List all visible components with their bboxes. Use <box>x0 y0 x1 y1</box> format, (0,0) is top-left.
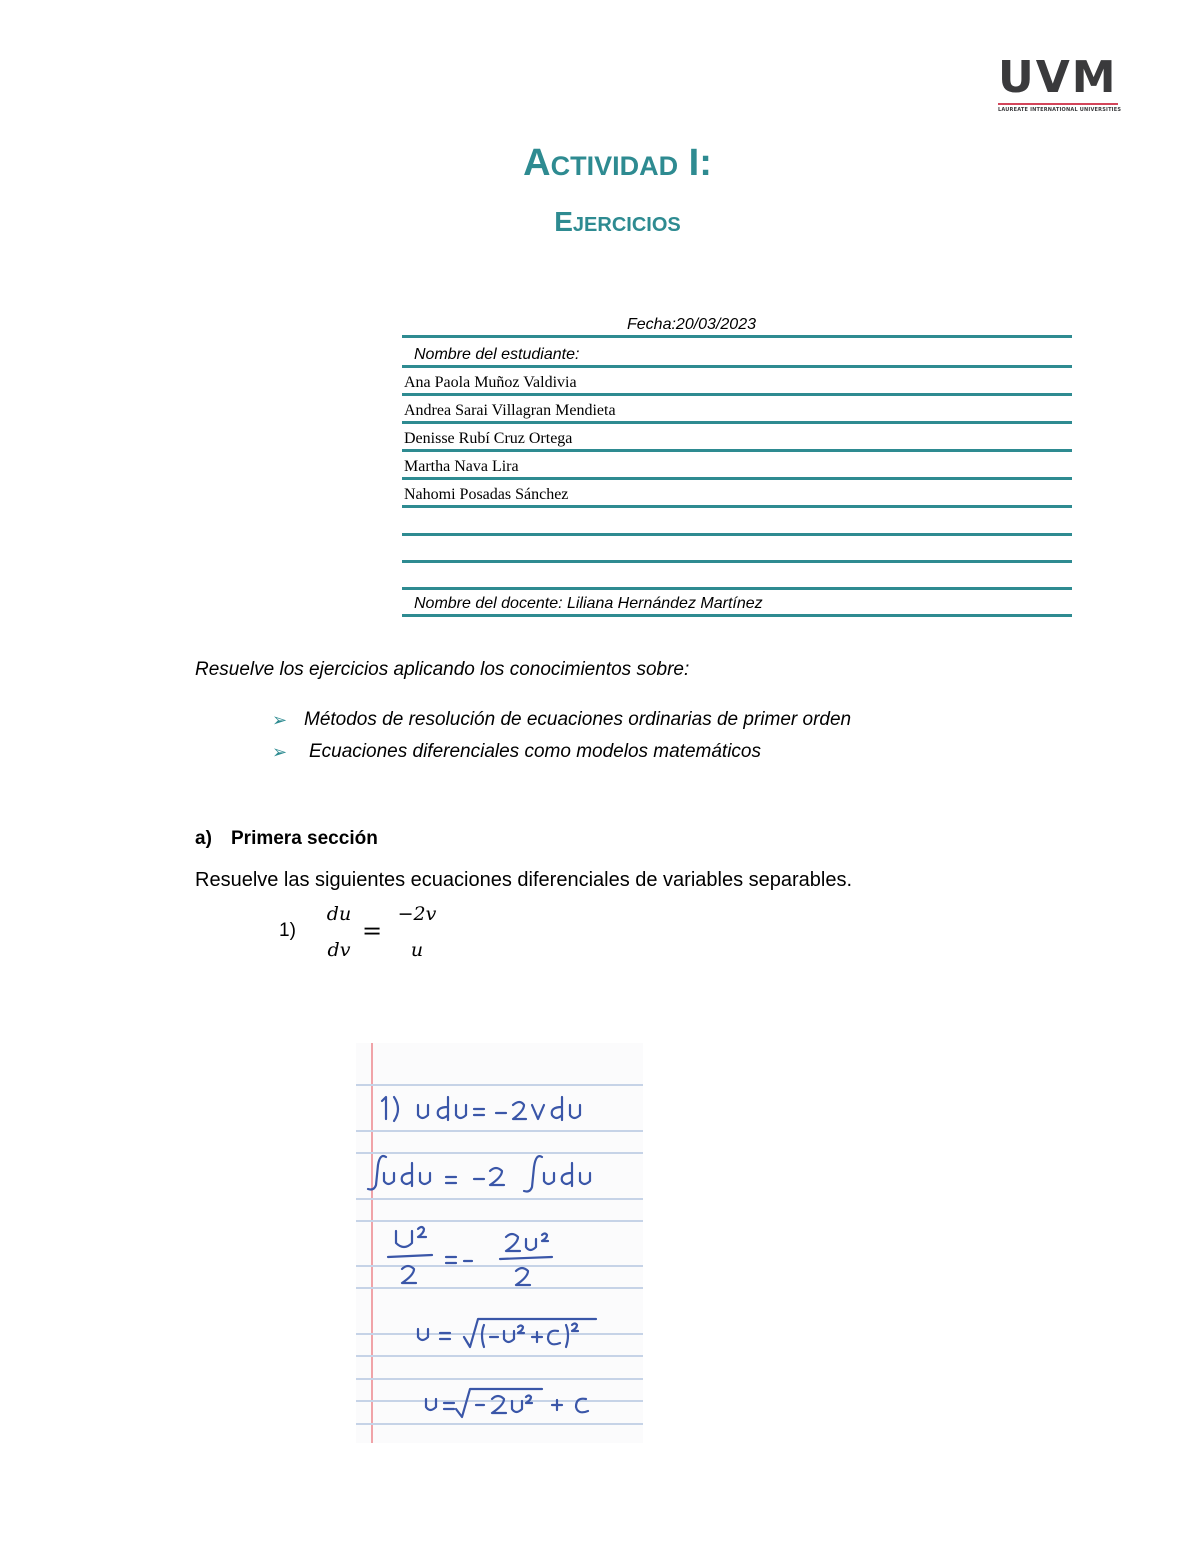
student-label-row <box>402 338 1072 368</box>
lhs-numerator: du <box>326 903 352 925</box>
arrow-bullet-icon: ➢ <box>272 709 288 730</box>
topic-list <box>272 704 851 768</box>
list-item <box>272 736 851 768</box>
student-name: Denisse Rubí Cruz Ortega <box>404 430 573 447</box>
teacher-label: Nombre del docente: Liliana Hernández Martínez <box>414 595 763 612</box>
student-row <box>402 536 1072 563</box>
student-name: Nahomi Posadas Sánchez <box>404 486 569 503</box>
handwriting-drawing <box>356 1043 643 1443</box>
student-row <box>402 563 1072 590</box>
section-title: Primera sección <box>231 828 378 849</box>
rhs-denominator: u <box>410 939 424 961</box>
logo-subtitle: LAUREATE INTERNATIONAL UNIVERSITIES <box>998 107 1122 113</box>
teacher-row <box>402 590 1072 617</box>
logo-rule <box>998 103 1118 105</box>
logo-wordmark: UVM <box>998 52 1118 103</box>
student-name: Andrea Sarai Villagran Mendieta <box>404 402 616 419</box>
uvm-logo <box>998 52 1123 113</box>
student-info-form <box>402 312 1072 617</box>
lhs-fraction <box>323 900 355 964</box>
student-row <box>402 508 1072 536</box>
date-row <box>402 312 1072 338</box>
lhs-denominator: dv <box>327 939 351 961</box>
equation-1 <box>279 900 459 968</box>
list-item <box>272 704 851 736</box>
list-item-text: Métodos de resolución de ecuaciones ordinarias de primer orden <box>304 709 852 730</box>
student-row <box>402 396 1072 424</box>
arrow-bullet-icon: ➢ <box>272 741 288 762</box>
page-title: Actividad I: <box>523 142 712 184</box>
student-name: Ana Paola Muñoz Valdivia <box>404 374 577 391</box>
rhs-numerator: −2v <box>397 903 437 925</box>
intro-text: Resuelve los ejercicios aplicando los conocimientos sobre: <box>195 659 690 680</box>
equals-sign: = <box>362 917 383 945</box>
list-item-text: Ecuaciones diferenciales como modelos matemáticos <box>309 741 761 762</box>
student-row <box>402 452 1072 480</box>
student-row <box>402 424 1072 452</box>
student-row <box>402 480 1072 508</box>
date-label: Fecha:20/03/2023 <box>627 316 756 333</box>
section-heading <box>195 828 378 850</box>
page-subtitle: Ejercicios <box>554 206 681 237</box>
equation-number: 1) <box>279 920 296 941</box>
student-name: Martha Nava Lira <box>404 458 519 475</box>
student-label: Nombre del estudiante: <box>414 346 580 363</box>
section-letter: a) <box>195 828 212 849</box>
instruction-text: Resuelve las siguientes ecuaciones diferenciales de variables separables. <box>195 869 853 891</box>
student-row <box>402 368 1072 396</box>
rhs-fraction <box>391 900 443 964</box>
handwritten-solution-image <box>356 1043 643 1443</box>
